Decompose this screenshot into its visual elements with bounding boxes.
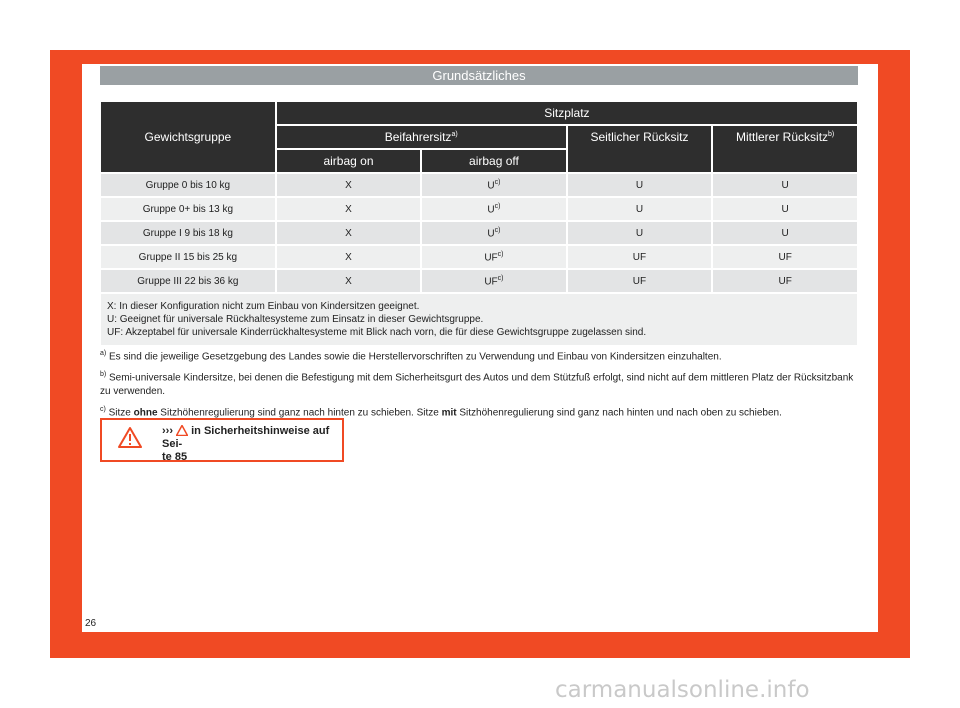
- legend-u: U: Geeignet für universale Rückhaltesysteme zum Einsatz in dieser Gewichtsgruppe.: [107, 314, 484, 325]
- cell-seitlich: U: [567, 173, 713, 197]
- cell-off: $U^{c)}$: [421, 173, 566, 197]
- warning-box[interactable]: [100, 418, 344, 462]
- table-row: [100, 269, 858, 293]
- footnote-a: $^{a)}$ Es sind die jeweilige Gesetzgebung des Landes sowie die Herstellervorschriften zu Verwendung und Einbau von Kindersitzen einzuhalten.: [100, 350, 722, 363]
- warning-triangle-icon: [118, 426, 142, 450]
- cell-on: X: [276, 269, 421, 293]
- cell-on: X: [276, 173, 421, 197]
- cell-group: Gruppe III 22 bis 36 kg: [100, 269, 276, 293]
- footnotes: [100, 347, 860, 424]
- cell-mittlerer: U: [712, 197, 858, 221]
- cell-group: Gruppe 0 bis 10 kg: [100, 173, 276, 197]
- page-number: 26: [85, 618, 97, 629]
- table-row: [100, 173, 858, 197]
- section-header: Grundsätzliches: [100, 66, 858, 85]
- seitlicher-header: Seitlicher Rücksitz: [567, 125, 713, 173]
- cell-seitlich: UF: [567, 269, 713, 293]
- cell-mittlerer: U: [712, 173, 858, 197]
- legend-x: X: In dieser Konfiguration nicht zum Einbau von Kindersitzen geeignet.: [107, 301, 420, 312]
- child-seat-table: [100, 101, 858, 346]
- mittlerer-header: Mittlerer Rücksitz$^{b)}$: [712, 125, 858, 173]
- airbag-on-header: airbag on: [276, 149, 421, 173]
- gewichtsgruppe-header: Gewichtsgruppe: [100, 101, 276, 173]
- small-warning-icon: [176, 425, 188, 436]
- watermark: carmanualsonline.info: [555, 677, 810, 703]
- beifahrersitz-header: Beifahrersitz$^{a)}$: [276, 125, 567, 149]
- table-legend: [100, 293, 858, 346]
- cell-group: Gruppe 0+ bis 13 kg: [100, 197, 276, 221]
- cell-group: Gruppe II 15 bis 25 kg: [100, 245, 276, 269]
- cell-on: X: [276, 197, 421, 221]
- cell-seitlich: U: [567, 197, 713, 221]
- footnote-b: $^{b)}$ Semi-universale Kindersitze, bei denen die Befestigung mit dem Sicherheitsgurt des Autos und dem Stützfuß erfolgt, sind nicht auf dem mittleren Platz der Rücksitzbank zu verwenden.: [100, 371, 854, 397]
- sitzplatz-header: Sitzplatz: [276, 101, 858, 125]
- cell-seitlich: UF: [567, 245, 713, 269]
- cell-mittlerer: UF: [712, 269, 858, 293]
- warning-link[interactable]: ››› in Sicherheitshinweise auf Sei- te 85: [162, 425, 330, 463]
- cell-off: $U^{c)}$: [421, 221, 566, 245]
- table-row: [100, 245, 858, 269]
- cell-on: X: [276, 221, 421, 245]
- cell-group: Gruppe I 9 bis 18 kg: [100, 221, 276, 245]
- airbag-off-header: airbag off: [421, 149, 566, 173]
- cell-off: $U^{c)}$: [421, 197, 566, 221]
- legend-uf: UF: Akzeptabel für universale Kinderrückhaltesysteme mit Blick nach vorn, die für diese Gewichtsgruppe zugelassen sind.: [107, 327, 647, 338]
- table-row: [100, 221, 858, 245]
- cell-mittlerer: U: [712, 221, 858, 245]
- cell-off: UF$^{c)}$: [421, 245, 566, 269]
- cell-on: X: [276, 245, 421, 269]
- cell-mittlerer: UF: [712, 245, 858, 269]
- cell-seitlich: U: [567, 221, 713, 245]
- footnote-c: $^{c)}$ Sitze ohne Sitzhöhenregulierung sind ganz nach hinten zu schieben. Sitze mit Sitzhöhenregulierung sind ganz nach hinten und nach oben zu schieben.: [100, 405, 782, 418]
- table-row: [100, 197, 858, 221]
- cell-off: UF$^{c)}$: [421, 269, 566, 293]
